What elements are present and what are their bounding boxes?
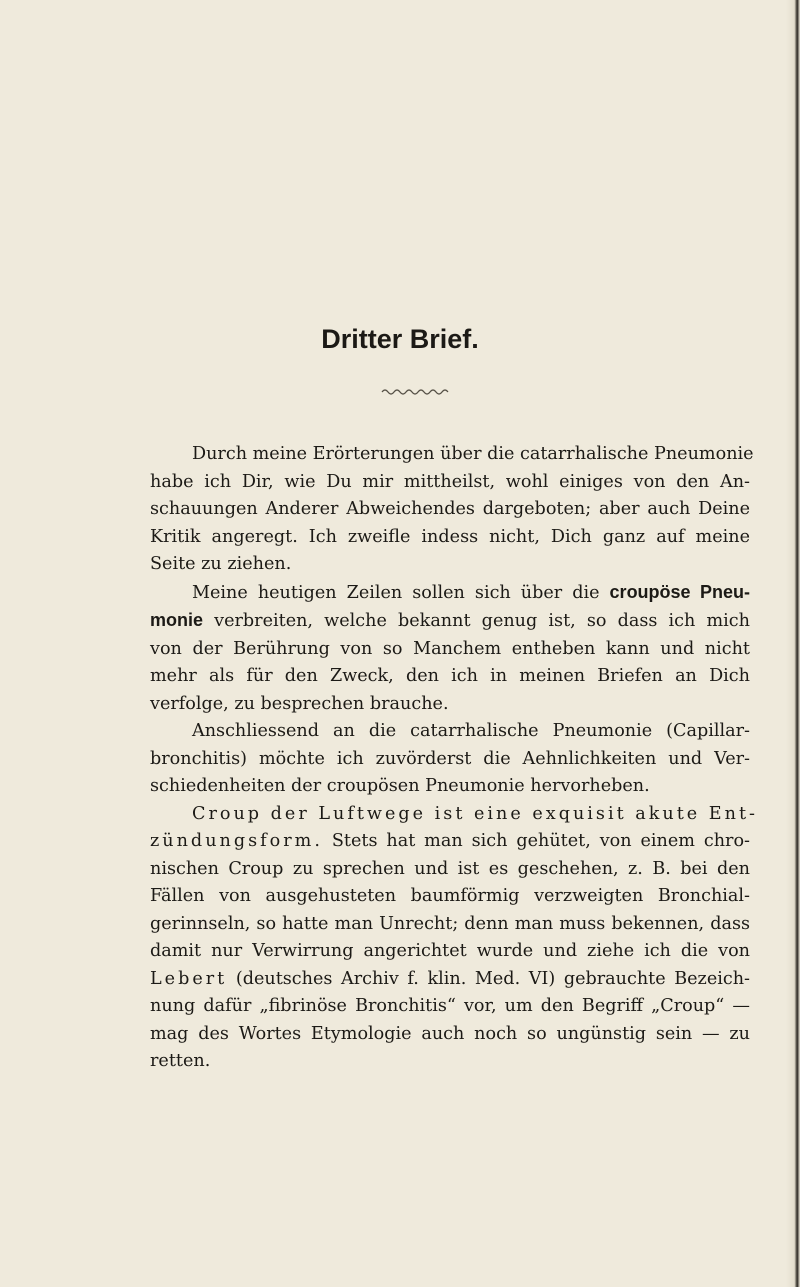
text-line — [150, 746, 750, 774]
text-segment: Anschliessend an die catarrhalische Pneumonie (Capillar- — [192, 721, 750, 741]
text-line — [150, 718, 750, 746]
text-segment: Meine heutigen Zeilen sollen sich über die — [192, 582, 610, 603]
text-line — [150, 966, 750, 994]
text-segment: Fällen von ausgehusteten baumförmig verzweigten Bronchial- — [150, 886, 750, 906]
text-line — [150, 801, 758, 829]
text-segment: mag des Wortes Etymologie auch noch so ungünstig sein — zu — [150, 1023, 750, 1044]
text-line — [150, 496, 750, 524]
text-line — [150, 773, 750, 801]
text-line — [150, 524, 750, 552]
spaced-emphasis: Croup der Luftwege ist eine exquisit akute Ent- — [192, 803, 758, 824]
text-segment: mehr als für den Zweck, den ich in meinen Briefen an Dich — [150, 666, 750, 686]
page-title: Dritter Brief. — [321, 324, 479, 354]
emphasized-term: croupöse Pneu- — [609, 581, 750, 602]
text-segment: damit nur Verwirrung angerichtet wurde und ziehe ich die von — [150, 941, 750, 961]
text-line — [150, 663, 750, 691]
text-line — [150, 938, 750, 966]
text-segment: habe ich Dir, wie Du mir mittheilst, wohl einiges von den An- — [150, 471, 750, 492]
text-segment: Kritik angeregt. Ich zweifle indess nicht, Dich ganz auf meine — [150, 526, 750, 547]
text-segment: Stets hat man sich gehütet, von einem chro- — [322, 831, 750, 851]
body-text — [150, 441, 758, 1076]
text-line — [150, 993, 750, 1021]
text-segment: retten. — [150, 1051, 211, 1071]
text-segment: verbreiten, welche bekannt genug ist, so dass ich mich — [203, 611, 750, 631]
text-segment: schauungen Anderer Abweichendes dargeboten; aber auch Deine — [150, 499, 750, 519]
paragraph — [150, 579, 750, 719]
text-line — [150, 1048, 750, 1076]
text-line — [150, 579, 750, 608]
emphasized-term: monie — [150, 610, 204, 630]
text-line — [150, 691, 750, 719]
decorative-wavy-rule — [380, 387, 450, 395]
text-segment: Durch meine Erörterungen über die catarrhalische Pneumonie — [192, 444, 754, 464]
text-segment: von der Berührung von so Manchem entheben kann und nicht — [150, 638, 750, 659]
text-segment: (deutsches Archiv f. klin. Med. VI) gebrauchte Bezeich- — [227, 968, 750, 989]
text-segment: Seite zu ziehen. — [150, 554, 292, 574]
text-segment: nung dafür „fibrinöse Bronchitis“ vor, um den Begriff „Croup“ — — [150, 996, 750, 1016]
text-segment: nischen Croup zu sprechen und ist es geschehen, z. B. bei den — [150, 858, 750, 879]
text-line — [150, 828, 750, 856]
text-segment: bronchitis) möchte ich zuvörderst die Aehnlichkeiten und Ver- — [150, 748, 750, 769]
text-line — [150, 551, 750, 579]
spaced-emphasis: zündungsform. — [150, 831, 323, 851]
text-segment: verfolge, zu besprechen brauche. — [150, 693, 449, 714]
text-line — [150, 911, 750, 939]
spaced-emphasis: Lebert — [150, 968, 228, 989]
text-line — [150, 607, 750, 636]
text-segment: schiedenheiten der croupösen Pneumonie hervorheben. — [150, 776, 650, 796]
text-line — [150, 1021, 750, 1049]
text-segment: gerinnseln, so hatte man Unrecht; denn man muss bekennen, dass — [150, 913, 750, 934]
text-line — [150, 883, 750, 911]
paragraph — [150, 801, 758, 1076]
paragraph — [150, 441, 754, 579]
text-line — [150, 469, 750, 497]
text-line — [150, 856, 750, 884]
page-edge-shadow — [786, 0, 800, 1287]
text-line — [150, 441, 754, 469]
paragraph — [150, 718, 750, 801]
text-line — [150, 636, 750, 664]
